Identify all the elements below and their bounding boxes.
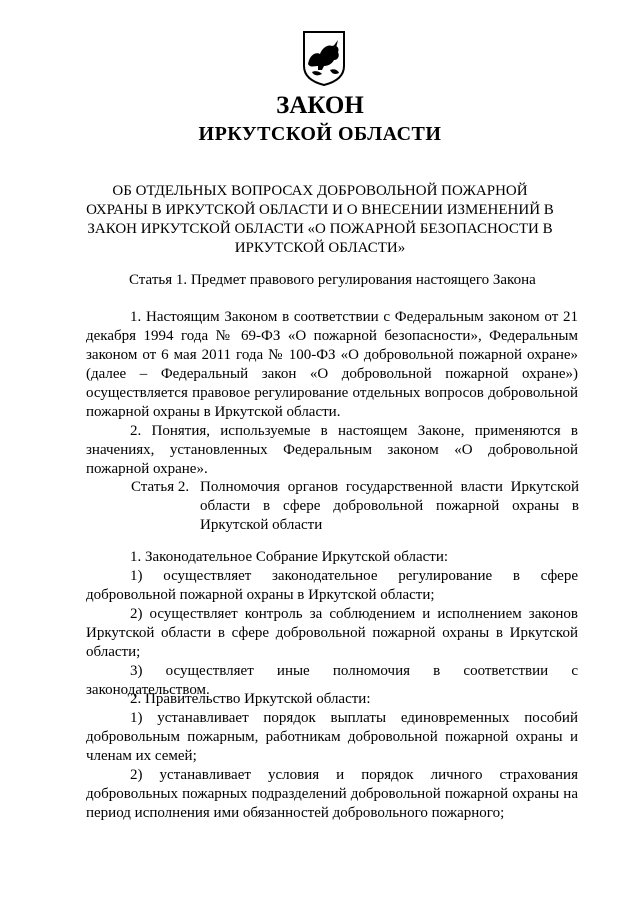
article2-part2-item1: 1) устанавливает порядок выплаты единовременных пособий добровольным пожарным, работникам добровольной пожарной охраны и членам их семей; [86, 710, 578, 764]
article2-part1-item1: 1) осуществляет законодательное регулирование в сфере добровольной пожарной охраны в Иркутской области; [86, 568, 578, 603]
article2-part2-item2: 2) устанавливает условия и порядок личного страхования добровольных пожарных подразделений добровольной пожарной охраны на период исполнения ими обязанностей добровольного пожарного; [86, 767, 578, 821]
law-subtitle: ОБ ОТДЕЛЬНЫХ ВОПРОСАХ ДОБРОВОЛЬНОЙ ПОЖАРНОЙ ОХРАНЫ В ИРКУТСКОЙ ОБЛАСТИ И О ВНЕСЕНИИ ИЗМЕНЕНИЙ В ЗАКОН ИРКУТСКОЙ ОБЛАСТИ «О ПОЖАРНОЙ БЕЗОПАСНОСТИ В ИРКУТСКОЙ ОБЛАСТИ» [86, 183, 554, 256]
article2-part1: 1. Законодательное Собрание Иркутской области: [130, 549, 449, 565]
article2-heading [131, 478, 579, 535]
article1-paragraph2: 2. Понятия, используемые в настоящем Законе, применяются в значениях, установленных Федеральным законом «О добровольной пожарной охране». [86, 423, 578, 477]
article2-label: Статья 2. [131, 479, 190, 495]
article2-title: Полномочия органов государственной власти Иркутской области в сфере добровольной пожарной охраны в Иркутской области [200, 479, 579, 533]
law-region: ИРКУТСКОЙ ОБЛАСТИ [198, 123, 442, 145]
law-title: ЗАКОН [276, 92, 364, 119]
article2-part1-item3: 3) осуществляет иные полномочия в соответствии с законодательством. [86, 663, 578, 698]
article1-paragraph1: 1. Настоящим Законом в соответствии с Федеральным законом от 21 декабря 1994 года № 69-ФЗ «О пожарной безопасности», Федеральным законом от 6 мая 2011 года № 100-ФЗ «О добровольной пожарной охране» (далее – Федеральный закон «О добровольной пожарной охране») осуществляется правовое регулирование отдельных вопросов добровольной пожарной охраны в Иркутской области. [86, 309, 578, 420]
article2-part1-item2: 2) осуществляет контроль за соблюдением и исполнением законов Иркутской области в сфере добровольной пожарной охраны в Иркутской области; [86, 606, 578, 660]
article2-part2: 2. Правительство Иркутской области: [130, 691, 371, 707]
irkutsk-coat-of-arms-icon [302, 30, 346, 86]
article1-heading: Статья 1. Предмет правового регулирования настоящего Закона [129, 272, 536, 288]
